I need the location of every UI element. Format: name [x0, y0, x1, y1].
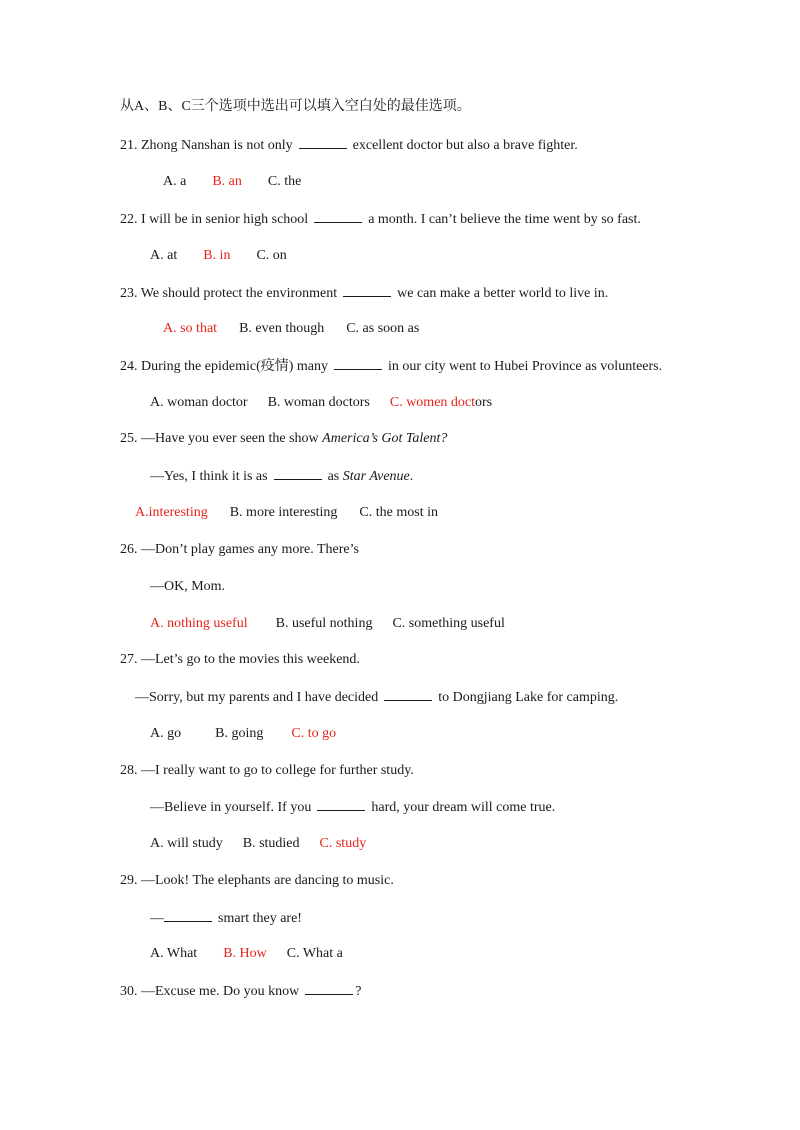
question-26: 26. —Don’t play games any more. There’s: [120, 542, 359, 557]
q25-options: [135, 504, 464, 522]
question-27: 27. —Let’s go to the movies this weekend.: [120, 652, 360, 667]
q26-options: [150, 615, 531, 633]
q24-option-b: B. woman doctors: [267, 395, 370, 410]
q24-stem-start: 24. During the epidemic(疫情) many: [120, 359, 329, 374]
q25-option-a-answer: A.interesting: [135, 505, 208, 520]
q27-line2-start: —Sorry, but my parents and I have decided: [135, 690, 379, 705]
q24-options: [150, 394, 492, 412]
q27-option-c-answer: C. to go: [291, 726, 337, 741]
q27-blank: [384, 688, 432, 701]
q23-option-a-answer: A. so that: [163, 321, 218, 336]
q25-line2: [150, 467, 413, 486]
q29-line2-end: smart they are!: [218, 911, 302, 926]
q28-options: [150, 835, 392, 853]
q30-blank: [305, 982, 353, 995]
q23-stem-end: we can make a better world to live in.: [397, 286, 609, 301]
q25-line2-mid: as: [327, 469, 343, 484]
q29-option-c: C. What a: [286, 946, 343, 961]
question-23: [120, 284, 608, 303]
q29-line2-start: —: [150, 911, 164, 926]
question-21: [120, 136, 578, 155]
q30-stem-start: 30. —Excuse me. Do you know: [120, 984, 300, 999]
q24-option-c-answer: [390, 395, 492, 410]
q21-stem-end: excellent doctor but also a brave fighter.: [352, 138, 578, 153]
q25-show-title: America’s Got Talent?: [322, 431, 448, 446]
q27-line2: [135, 688, 618, 707]
instruction: 从A、B、C三个选项中选出可以填入空白处的最佳选项。: [120, 99, 471, 114]
q22-option-b-answer: B. in: [203, 248, 231, 263]
q23-options: [163, 320, 445, 338]
q29-option-b-answer: B. How: [223, 946, 267, 961]
question-30: [120, 982, 361, 1001]
q27-option-b: B. going: [215, 726, 264, 741]
q22-stem-end: a month. I can’t believe the time went by so fast.: [368, 212, 641, 227]
q23-option-c: C. as soon as: [346, 321, 420, 336]
q25-star-avenue: Star Avenue: [342, 469, 410, 484]
q26-option-a-answer: A. nothing useful: [150, 616, 248, 631]
q25-line2-end: .: [409, 469, 414, 484]
q29-option-a: A. What: [150, 946, 198, 961]
q22-blank: [314, 210, 362, 223]
q22-option-c: C. on: [256, 248, 287, 263]
q29-options: [150, 945, 369, 963]
q27-options: [150, 725, 362, 743]
q28-option-b: B. studied: [242, 836, 300, 851]
question-28: 28. —I really want to go to college for further study.: [120, 763, 414, 778]
q25-line1-text: 25. —Have you ever seen the show: [120, 431, 323, 446]
q24-option-a: A. woman doctor: [150, 395, 248, 410]
q24-option-c-red-part: C. women doct: [389, 395, 476, 410]
q24-stem-end: in our city went to Hubei Province as volunteers.: [388, 359, 663, 374]
q22-options: [150, 247, 313, 265]
q21-option-b-answer: B. an: [212, 174, 242, 189]
q28-line2-end: hard, your dream will come true.: [371, 800, 556, 815]
q28-line2: [150, 798, 555, 817]
q22-stem-start: 22. I will be in senior high school: [120, 212, 309, 227]
q28-option-c-answer: C. study: [319, 836, 367, 851]
question-22: [120, 210, 641, 229]
q24-blank: [334, 357, 382, 370]
q26-option-c: C. something useful: [392, 616, 505, 631]
question-29: 29. —Look! The elephants are dancing to music.: [120, 873, 394, 888]
q30-stem-end: ?: [355, 984, 362, 999]
q25-option-b: B. more interesting: [229, 505, 338, 520]
q26-option-b: B. useful nothing: [275, 616, 373, 631]
q27-option-a: A. go: [150, 726, 182, 741]
q23-option-b: B. even though: [239, 321, 325, 336]
q24-option-c-rest: ors: [475, 395, 493, 410]
q25-line2-start: —Yes, I think it is as: [150, 469, 268, 484]
q28-line2-start: —Believe in yourself. If you: [150, 800, 312, 815]
q25-option-c: C. the most in: [359, 505, 438, 520]
q23-stem-start: 23. We should protect the environment: [120, 286, 338, 301]
q23-blank: [343, 284, 391, 297]
question-24: [120, 357, 662, 376]
question-25: [120, 430, 447, 448]
q21-blank: [299, 136, 347, 149]
q21-stem-start: 21. Zhong Nanshan is not only: [120, 138, 293, 153]
q25-blank: [274, 467, 322, 480]
q29-line2: [150, 909, 302, 928]
q21-option-a: A. a: [163, 174, 187, 189]
q29-blank: [164, 909, 212, 922]
q22-option-a: A. at: [150, 248, 178, 263]
q21-options: [163, 173, 327, 191]
q28-blank: [317, 798, 365, 811]
q21-option-c: C. the: [267, 174, 302, 189]
q27-line2-end: to Dongjiang Lake for camping.: [438, 690, 619, 705]
q28-option-a: A. will study: [150, 836, 223, 851]
q26-line2: —OK, Mom.: [150, 579, 226, 594]
